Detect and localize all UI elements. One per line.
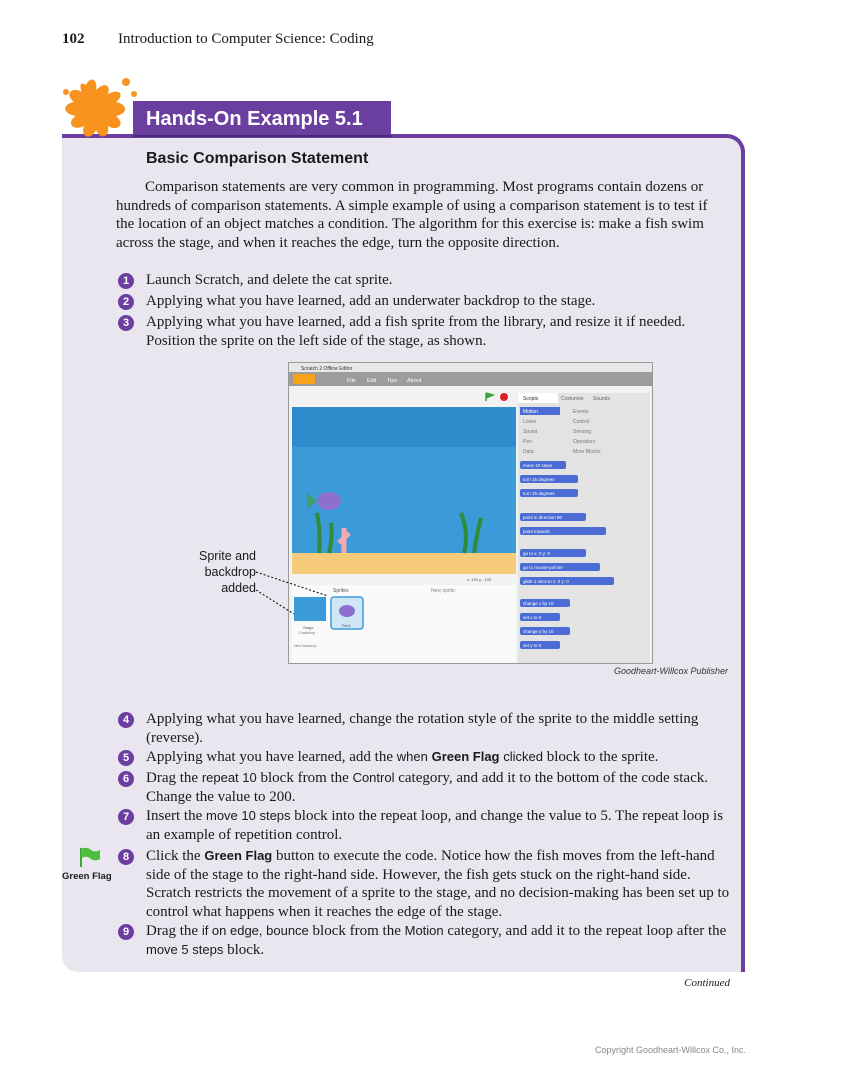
stop-icon[interactable] <box>500 393 508 401</box>
block-name: clicked <box>503 749 544 764</box>
step-8 <box>118 847 730 921</box>
block-name: when <box>396 749 428 764</box>
text-run: category, and add it to the bottom of the code stack. Change the value to 200. <box>146 770 708 805</box>
step-text: Launch Scratch, and delete the cat sprite. <box>146 272 393 288</box>
block-move[interactable]: move 10 steps <box>523 463 553 468</box>
category-events[interactable]: Events <box>573 409 589 415</box>
copyright-notice: Copyright Goodheart-Willcox Co., Inc. <box>594 1045 746 1055</box>
block-name-bold: Green Flag <box>204 848 273 863</box>
step-text: Applying what you have learned, add a fish sprite from the library, and resize it if needed. Position the sprite on the left side of the stage, as shown. <box>146 314 686 349</box>
step-1 <box>118 271 730 290</box>
step-number: 7 <box>118 809 134 825</box>
step-text <box>146 748 730 767</box>
block-name: move 5 steps <box>146 941 224 957</box>
stage-backdrop-count: 1 backdrop <box>298 631 316 635</box>
text-run: block from the <box>308 923 405 939</box>
step-text <box>146 847 730 921</box>
block-go-to-mouse[interactable]: go to mouse-pointer <box>523 565 564 570</box>
new-sprite-label: New sprite: <box>431 588 457 594</box>
step-text <box>146 769 730 806</box>
intro-paragraph <box>116 178 716 252</box>
step-number: 2 <box>118 294 134 310</box>
menu-file[interactable]: File <box>347 378 356 384</box>
menu-about[interactable]: About <box>407 378 422 384</box>
block-name: repeat 10 <box>201 770 257 785</box>
step-number: 6 <box>118 771 134 787</box>
block-point-direction[interactable]: point in direction 90 <box>523 515 563 520</box>
text-run: Applying what you have learned, add the <box>146 749 397 765</box>
text-run: block. <box>223 941 265 958</box>
block-point-towards[interactable]: point towards <box>523 529 550 534</box>
step-text <box>146 807 730 844</box>
running-header: Introduction to Computer Science: Coding <box>118 31 374 47</box>
figure-credit: Goodheart-Willcox Publisher <box>614 666 728 676</box>
text-run: Insert the <box>146 808 206 824</box>
category-data[interactable]: Data <box>523 449 534 455</box>
category-motion[interactable]: Motion <box>523 409 539 415</box>
category-sound[interactable]: Sound <box>523 429 538 435</box>
example-subtitle: Basic Comparison Statement <box>146 150 369 167</box>
block-name: if on edge, bounce <box>201 923 309 938</box>
tab-sounds-label[interactable]: Sounds <box>593 396 610 402</box>
sprite-name: Fish1 <box>342 624 351 628</box>
step-4 <box>118 710 730 747</box>
figure-callout: Sprite and backdrop added <box>199 549 256 595</box>
block-turn-left[interactable]: turn 15 degrees <box>523 491 555 496</box>
block-set-x[interactable]: set x to 0 <box>523 615 542 620</box>
step-5 <box>118 748 730 767</box>
tab-scripts-label: Scripts <box>523 396 539 402</box>
fish-sprite[interactable] <box>317 492 341 510</box>
step-6 <box>118 769 730 806</box>
example-banner: Hands-On Example 5.1 <box>133 101 391 137</box>
window-title: Scratch 2 Offline Editor <box>301 366 353 372</box>
text-run: Click the <box>146 848 205 864</box>
block-name: move 10 steps <box>205 808 291 823</box>
menu-edit[interactable]: Edit <box>367 378 377 384</box>
step-number: 4 <box>118 712 134 728</box>
block-name-bold: Green Flag <box>431 749 500 764</box>
category-operators[interactable]: Operators <box>573 439 596 445</box>
text-run: button to execute the code. Notice how the fish moves from the left-hand side of the stage to the right-hand side. However, the fish gets stuck on the right-hand side. Scratch restricts the movement of a sprite to the stage, and no decision-making has been set up to control what happens when it reaches the edge of the stage. <box>146 848 730 920</box>
block-change-x[interactable]: change x by 10 <box>523 601 554 606</box>
scratch-screenshot <box>288 362 653 664</box>
intro-text: Comparison statements are very common in programming. Most programs contain dozens or hundreds of comparison statements. A simple example of using a comparison statement is to test if the location of an object matches a condition. The algorithm for this exercise is: make a fish swim across the stage, and when it reaches the edge, turn the opposite direction. <box>116 179 708 251</box>
category-looks[interactable]: Looks <box>523 419 537 425</box>
green-flag-icon <box>78 846 102 868</box>
callout-arrow-icon <box>254 568 334 618</box>
step-text <box>146 922 730 959</box>
category-control[interactable]: Control <box>573 419 590 425</box>
continued-note: Continued <box>684 977 730 989</box>
block-set-y[interactable]: set y to 0 <box>523 643 542 648</box>
block-turn-right[interactable]: turn 15 degrees <box>523 477 555 482</box>
stage-label: Stage <box>303 625 314 630</box>
category-pen[interactable]: Pen <box>523 439 532 445</box>
step-number: 8 <box>118 849 134 865</box>
step-number: 3 <box>118 315 134 331</box>
tab-costumes-label[interactable]: Costumes <box>561 396 584 402</box>
block-glide[interactable]: glide 1 secs to x: 0 y: 0 <box>523 579 569 584</box>
category-name: Motion <box>404 923 444 938</box>
step-text: Applying what you have learned, change the rotation style of the sprite to the middle setting (reverse). <box>146 711 699 746</box>
menu-tips[interactable]: Tips <box>387 378 398 384</box>
text-run: block from the <box>256 770 353 786</box>
text-run: Drag the <box>146 770 202 786</box>
green-flag-label: Green Flag <box>62 871 112 882</box>
category-sensing[interactable]: Sensing <box>573 429 592 435</box>
text-run: category, and add it to the repeat loop after the <box>443 923 727 939</box>
text-run: block into the repeat loop, and change the value to 5. The repeat loop is an example of repetition control. <box>146 808 724 843</box>
step-number: 5 <box>118 750 134 766</box>
sprites-label: Sprites <box>333 588 349 594</box>
step-number: 9 <box>118 924 134 940</box>
step-2 <box>118 292 730 311</box>
scratch-logo <box>293 374 315 384</box>
page-number: 102 <box>62 31 85 47</box>
category-name: Control <box>352 770 395 785</box>
step-9 <box>118 922 730 959</box>
text-run: Drag the <box>146 923 202 939</box>
step-3 <box>118 313 730 350</box>
block-go-to-xy[interactable]: go to x: 0 y: 0 <box>523 551 551 556</box>
text-run: block to the sprite. <box>543 749 659 765</box>
new-backdrop-label: New backdrop: <box>294 644 318 648</box>
category-more-blocks[interactable]: More Blocks <box>573 449 601 455</box>
block-change-y[interactable]: change y by 10 <box>523 629 554 634</box>
stage-coordinates: x: 126 y: -100 <box>467 577 492 582</box>
step-7 <box>118 807 730 844</box>
step-text: Applying what you have learned, add an underwater backdrop to the stage. <box>146 293 596 309</box>
step-number: 1 <box>118 273 134 289</box>
